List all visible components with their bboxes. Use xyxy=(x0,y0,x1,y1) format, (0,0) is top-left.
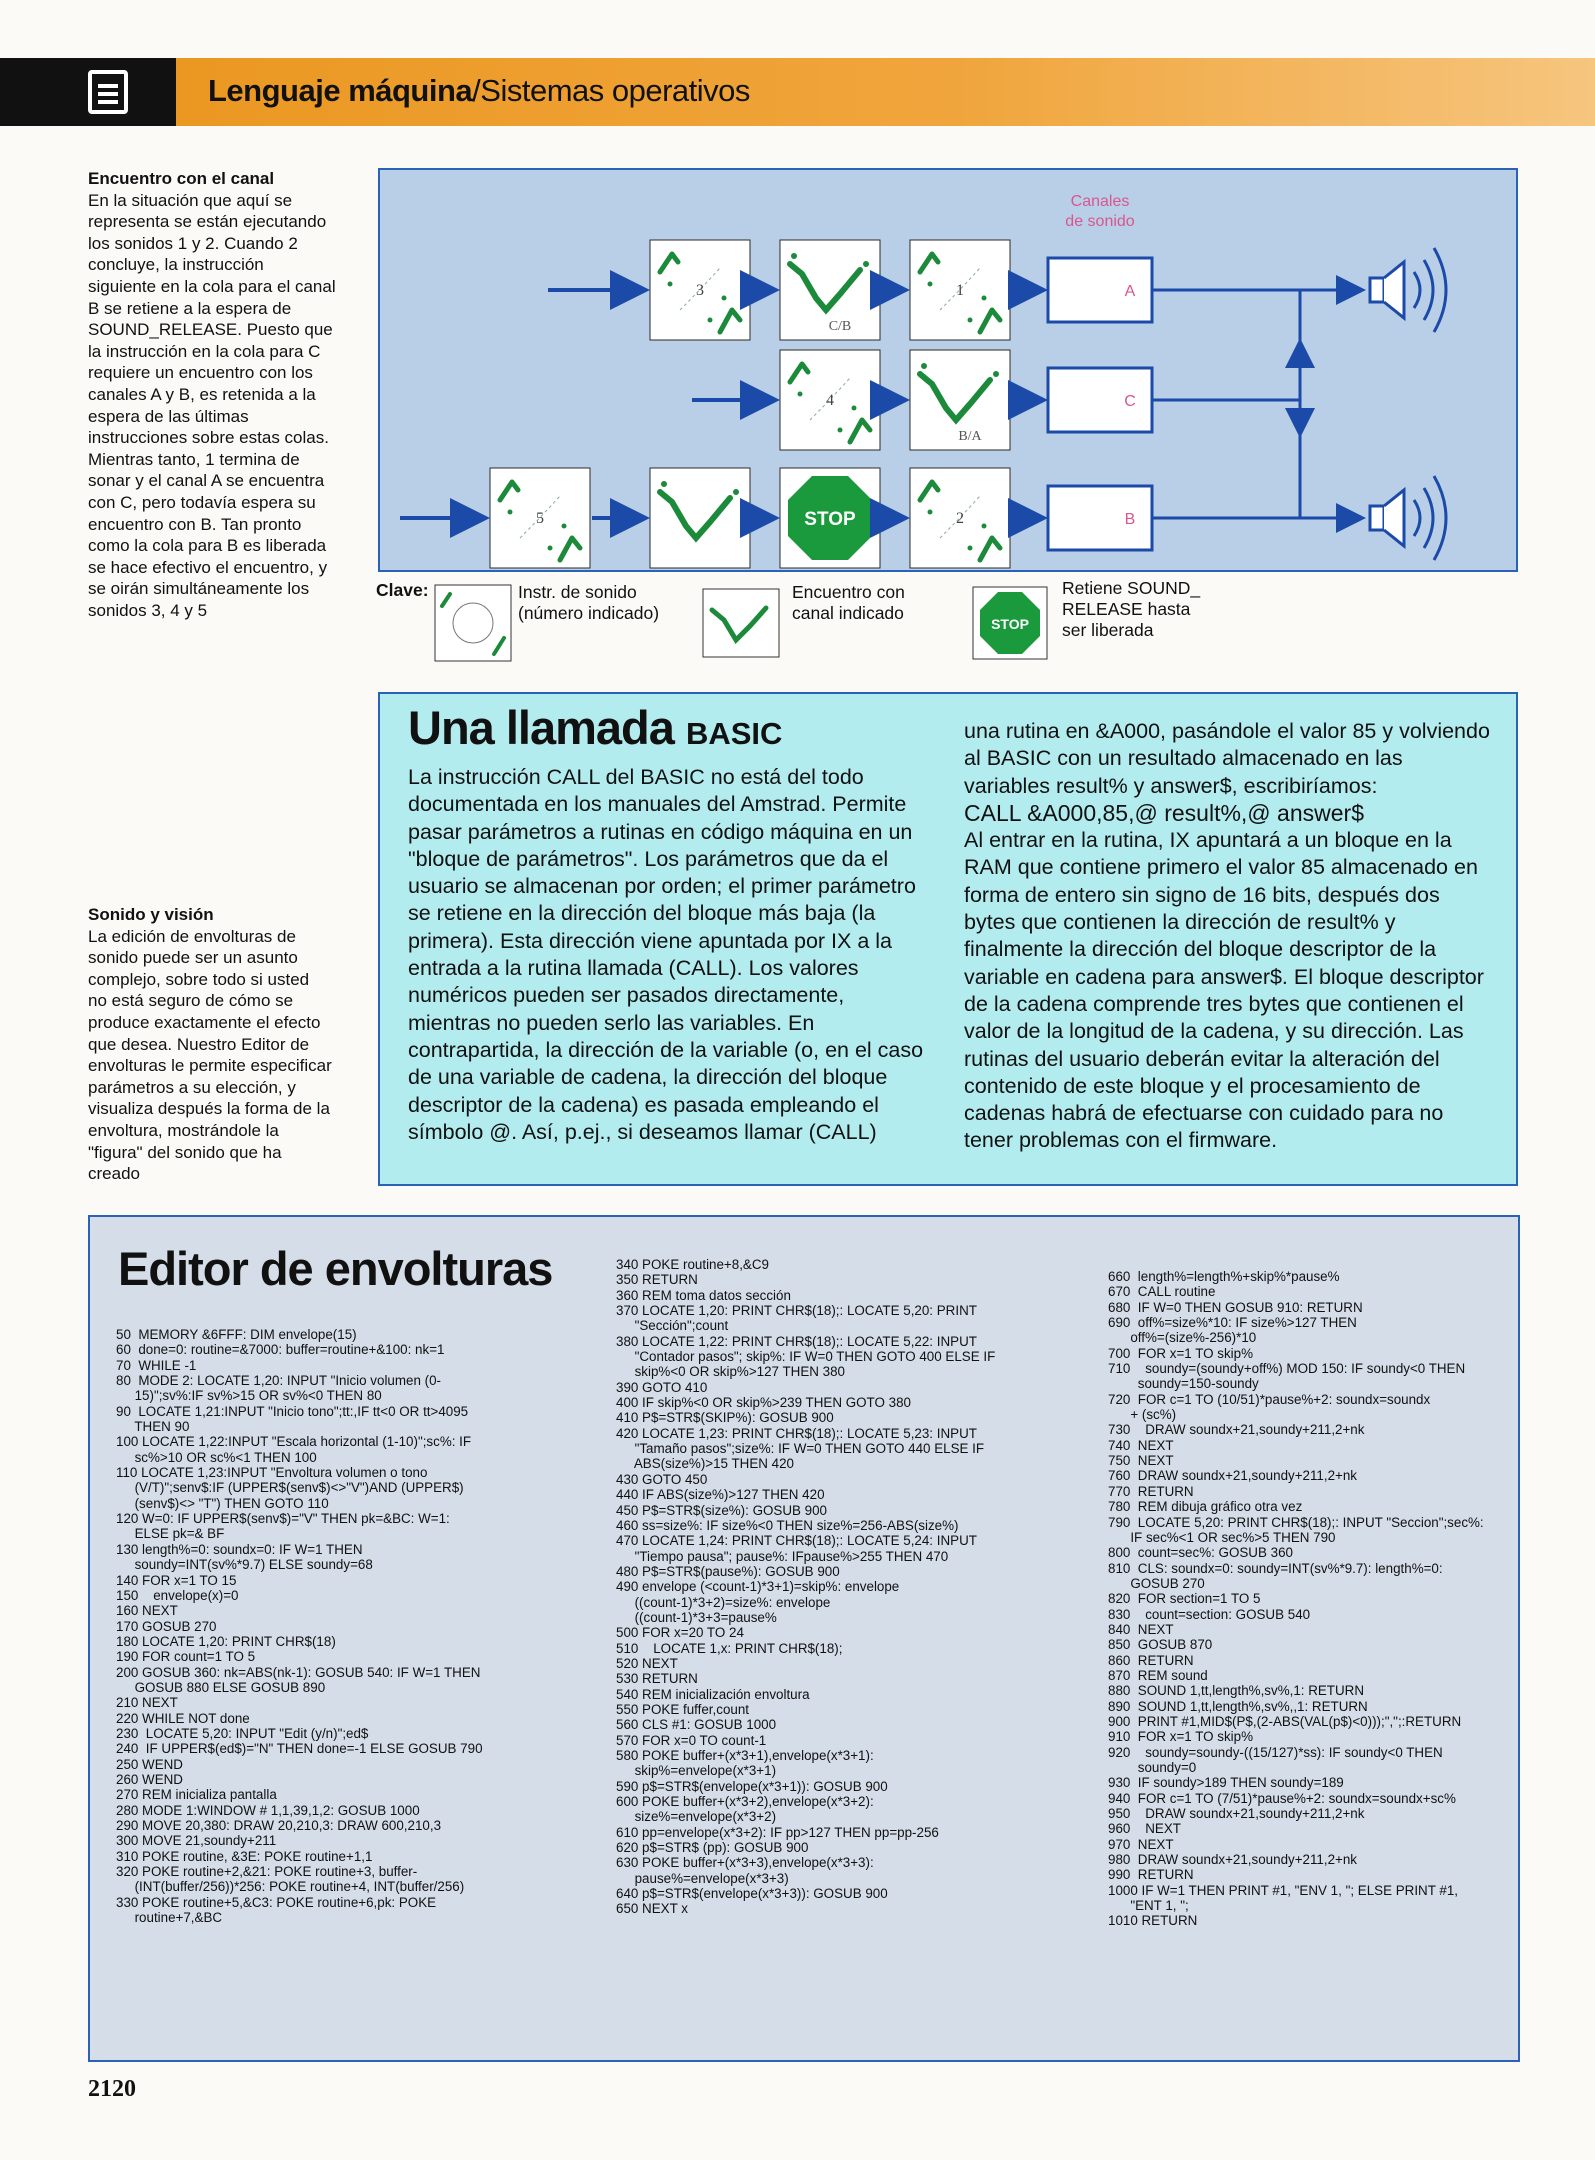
envelope-editor-box xyxy=(88,1215,1520,2062)
stop-label: STOP xyxy=(804,509,856,530)
sound-number: 4 xyxy=(826,392,834,409)
speaker-icon xyxy=(1370,248,1446,332)
caption-channel-title: Encuentro con el canal xyxy=(88,169,275,188)
sound-number: 2 xyxy=(956,510,964,527)
rendezvous-label: B/A xyxy=(958,429,982,444)
basic-col-1: La instrucción CALL del BASIC no está del todo documentada en los manuales del Amstrad. Permite pasar parámetros a rutinas en código máquina en un "bloque de parámetros". Los parámetros que da el usuario se almacenan por orden; el primer parámetro se retiene en la dirección del bloque más baja (la primera). Esta dirección viene apuntada por IX a la entrada a la rutina llamada (CALL). Los valores numéricos pueden ser pasados directamente, mientras no pueden serlo las variables. En contrapartida, la dirección de la variable (o, en el caso de una variable de cadena, la dirección del bloque descriptor de la cadena) es pasada empleando el símbolo @. Así, p.ej., si deseamos llamar (CALL) xyxy=(408,765,924,1144)
listing-col-2: 340 POKE routine+8,&C9 350 RETURN 360 REM toma datos sección 370 LOCATE 1,20: PRINT CHR$(18);: LOCATE 5,20: PRINT "Sección";count 380 LOCATE 1,22: PRINT CHR$(18);: LOCATE 5,22: INPUT "Contador pasos"; skip%: IF W=0 THEN GOTO 400 ELSE IF skip%<0 OR skip%>127 THEN 380 390 GOTO 410 400 IF skip%<0 OR skip%>239 THEN GOTO 380 410 P$=STR$(SKIP%): GOSUB 900 420 LOCATE 1,23: PRINT CHR$(18);: LOCATE 5,23: INPUT "Tamaño pasos";size%: IF W=0 THEN GOTO 440 ELSE IF ABS(size%)>15 THEN 420 430 GOTO 450 440 IF ABS(size%)>127 THEN 420 450 P$=STR$(size%): GOSUB 900 460 ss=size%: IF size%<0 THEN size%=256-ABS(size%) 470 LOCATE 1,24: PRINT CHR$(18);: LOCATE 5,24: INPUT "Tiempo pausa"; pause%: IFpause%>255 THEN 470 480 P$=STR$(pause%): GOSUB 900 490 envelope (<count-1)*3+1)=skip%: envelope ((count-1)*3+2)=size%: envelope ((count-1)*3+3=pause% 500 FOR x=20 TO 24 510 LOCATE 1,x: PRINT CHR$(18); 520 NEXT 530 RETURN 540 REM inicialización envoltura 550 POKE fuffer,count 560 CLS #1: GOSUB 1000 570 FOR x=0 TO count-1 580 POKE buffer+(x*3+1),envelope(x*3+1): skip%=envelope(x*3+1) 590 p$=STR$(envelope(x*3+1)): GOSUB 900 600 POKE buffer+(x*3+2),envelope(x*3+2): size%=envelope(x*3+2) 610 pp=envelope(x*3+2): IF pp>127 THEN pp=pp-256 620 p$=STR$ (pp): GOSUB 900 630 POKE buffer+(x*3+3),envelope(x*3+3): pause%=envelope(x*3+3) 640 p$=STR$(envelope(x*3+3)): GOSUB 900 650 NEXT x xyxy=(616,1257,996,1917)
basic-code-example: CALL &A000,85,@ result%,@ answer$ xyxy=(964,799,1364,826)
caption-channel-body: En la situación que aquí se representa se están ejecutando los sonidos 1 y 2. Cuando 2 concluye, la instrucción siguiente en la cola para el canal B se retiene a la espera de SOUND_RELEASE. Puesto que la instrucción en la cola para C requiere un encuentro con los canales A y B, es retenida a la espera de las últimas instrucciones sobre estas colas. Mientras tanto, 1 termina de sonar y el canal A se encuentra con C, pero todavía espera su encuentro con B. Tan pronto como la cola para B es liberada se hace efectivo el encuentro, y se oirán simultáneamente los sonidos 3, 4 y 5 xyxy=(88,190,336,620)
channels-label-1: Canales xyxy=(1070,193,1130,210)
rendezvous-tile xyxy=(650,468,750,568)
caption-channel xyxy=(88,168,358,621)
speaker-icon xyxy=(1370,476,1446,560)
channel-c-label: C xyxy=(1124,393,1136,410)
channel-box-c xyxy=(1048,368,1152,432)
legend-stop-text: Retiene SOUND_ RELEASE hasta ser liberada xyxy=(1062,578,1201,640)
sound-queue-diagram xyxy=(378,168,1518,572)
legend-sound-icon xyxy=(434,584,512,662)
page-number: 2120 xyxy=(88,2076,136,2102)
channel-box-a xyxy=(1048,258,1152,322)
svg-text:STOP: STOP xyxy=(991,616,1029,632)
sound-number: 5 xyxy=(536,510,544,527)
channel-a-label: A xyxy=(1124,283,1136,300)
caption-sound xyxy=(88,904,358,1185)
sound-number: 1 xyxy=(956,282,964,299)
listing-col-3: 660 length%=length%+skip%*pause% 670 CALL routine 680 IF W=0 THEN GOSUB 910: RETURN 690 off%=size%*10: IF size%>127 THEN off%=(size%-256)*10 700 FOR x=1 TO skip% 710 soundy=(soundy+off%) MOD 150: IF soundy<0 THEN soundy=150-soundy 720 FOR c=1 TO (10/51)*pause%+2: soundx=soundx + (sc%) 730 DRAW soundx+21,soundy+211,2+nk 740 NEXT 750 NEXT 760 DRAW soundx+21,soundy+211,2+nk 770 RETURN 780 REM dibuja gráfico otra vez 790 LOCATE 5,20: PRINT CHR$(18);: INPUT "Seccion";sec%: IF sec%<1 OR sec%>5 THEN 790 800 count=sec%: GOSUB 360 810 CLS: soundx=0: soundy=INT(sv%*9.7): length%=0: GOSUB 270 820 FOR section=1 TO 5 830 count=section: GOSUB 540 840 NEXT 850 GOSUB 870 860 RETURN 870 REM sound 880 SOUND 1,tt,length%,sv%,1: RETURN 890 SOUND 1,tt,length%,sv%,,1: RETURN 900 PRINT #1,MID$(P$,(2-ABS(VAL(p$)<0)));",";:RETURN 910 FOR x=1 TO skip% 920 soundy=soundy-((15/127)*ss): IF soundy<0 THEN soundy=0 930 IF soundy>189 THEN soundy=189 940 FOR c=1 TO (7/51)*pause%+2: soundx=soundx+sc% 950 DRAW soundx+21,soundy+211,2+nk 960 NEXT 970 NEXT 980 DRAW soundx+21,soundy+211,2+nk 990 RETURN 1000 IF W=1 THEN PRINT #1, "ENV 1, "; ELSE PRINT #1, "ENT 1, "; 1010 RETURN xyxy=(1108,1269,1484,1929)
rendezvous-label: C/B xyxy=(828,319,852,334)
caption-sound-body: La edición de envolturas de sonido puede ser un asunto complejo, sobre todo si usted no está seguro de cómo se produce exactamente el efecto que desea. Nuestro Editor de envolturas le permite especificar parámetros a su elección, y visualiza después la forma de la envoltura, mostrándole la "figura" del sonido que ha creado xyxy=(88,926,332,1184)
basic-col-2: una rutina en &A000, pasándole el valor 85 y volviendo al BASIC con un resultado almacenado en las variables result% y answer$, escribiríamos: CALL &A000,85,@ result%,@ answer$ Al entrar en la rutina, IX apuntará a un bloque en la RAM que contiene primero el valor 85 almacenado en forma de entero sin signo de 16 bits, después dos bytes que contienen la dirección de result% y finalmente la dirección del bloque descriptor de la variable en cadena para answer$. El bloque descriptor de la cadena comprende tres bytes que contienen el valor de la longitud de la cadena, y su dirección. Las rutinas del usuario deberán evitar la alteración del contenido de este bloque y el procesamiento de cadenas habrá de efectuarse con cuidado para no tener problemas con el firmware. xyxy=(964,718,1494,1155)
legend-rendezvous-icon xyxy=(702,588,780,658)
sound-number: 3 xyxy=(696,282,704,299)
legend-sound-text: Instr. de sonido (número indicado) xyxy=(518,582,660,623)
listing-col-1: 50 MEMORY &6FFF: DIM envelope(15) 60 done=0: routine=&7000: buffer=routine+&100: nk=1 70 WHILE -1 80 MODE 2: LOCATE 1,20: INPUT "Inicio volumen (0- 15)";sv%:IF sv%>15 OR sv%<0 THEN 80 90 LOCATE 1,21:INPUT "Inicio tono";tt:,IF tt<0 OR tt>4095 THEN 90 100 LOCATE 1,22:INPUT "Escala horizontal (1-10)";sc%: IF sc%>10 OR sc%<1 THEN 100 110 LOCATE 1,23:INPUT "Envoltura volumen o tono (V/T)";senv$:IF (UPPER$(senv$)<>"V")AND (UPPER$) (senv$)<> "T") THEN GOTO 110 120 W=0: IF UPPER$(senv$)="V" THEN pk=&BC: W=1: ELSE pk=& BF 130 length%=0: soundx=0: IF W=1 THEN soundy=INT(sv%*9.7) ELSE soundy=68 140 FOR x=1 TO 15 150 envelope(x)=0 160 NEXT 170 GOSUB 270 180 LOCATE 1,20: PRINT CHR$(18) 190 FOR count=1 TO 5 200 GOSUB 360: nk=ABS(nk-1): GOSUB 540: IF W=1 THEN GOSUB 880 ELSE GOSUB 890 210 NEXT 220 WHILE NOT done 230 LOCATE 5,20: INPUT "Edit (y/n)";ed$ 240 IF UPPER$(ed$)="N" THEN done=-1 ELSE GOSUB 790 250 WEND 260 WEND 270 REM inicializa pantalla 280 MODE 1:WINDOW # 1,1,39,1,2: GOSUB 1000 290 MOVE 20,380: DRAW 20,210,3: DRAW 600,210,3 300 MOVE 21,soundy+211 310 POKE routine, &3E: POKE routine+1,1 320 POKE routine+2,&21: POKE routine+3, buffer- (INT(buffer/256))*256: POKE routine+4, INT(buffer/256) 330 POKE routine+5,&C3: POKE routine+6,pk: POKE routine+7,&BC xyxy=(116,1327,483,1926)
legend-stop-icon xyxy=(972,586,1048,660)
editor-title: Editor de envolturas xyxy=(118,1242,553,1295)
caption-sound-title: Sonido y visión xyxy=(88,905,214,924)
section-title: Lenguaje máquina/Sistemas operativos xyxy=(208,73,750,108)
channels-label-2: de sonido xyxy=(1065,213,1135,230)
basic-box-title: Una llamada BASIC xyxy=(408,701,783,754)
section-icon xyxy=(0,58,176,126)
legend-rendezvous-text: Encuentro con canal indicado xyxy=(792,582,905,623)
channel-b-label: B xyxy=(1124,511,1136,528)
legend-title: Clave: xyxy=(376,580,429,600)
channel-box-b xyxy=(1048,486,1152,550)
basic-call-box xyxy=(378,692,1518,1186)
